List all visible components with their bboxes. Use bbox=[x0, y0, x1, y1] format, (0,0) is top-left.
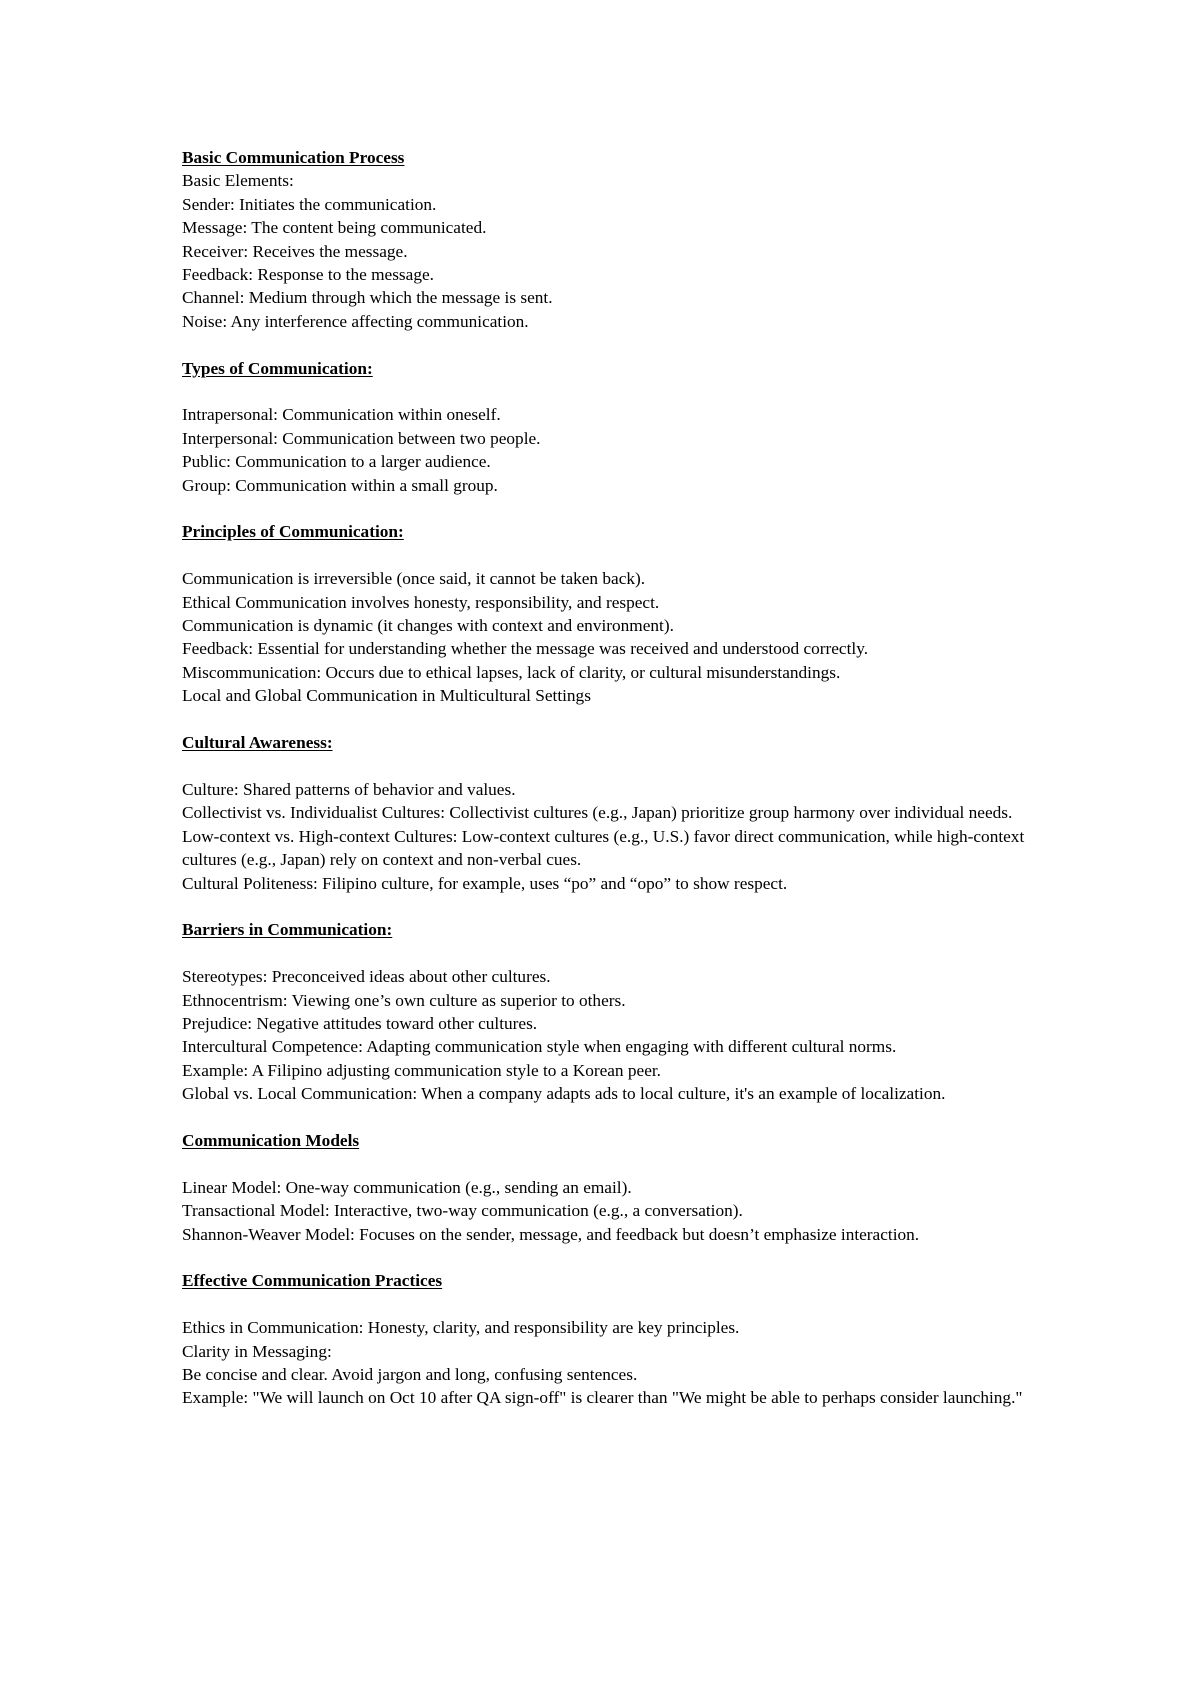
section-heading: Principles of Communication: bbox=[182, 522, 404, 542]
text-line: Intrapersonal: Communication within oneself. bbox=[182, 405, 501, 425]
section-effective-communication-practices bbox=[182, 1269, 1062, 1409]
text-line: Public: Communication to a larger audience. bbox=[182, 452, 491, 472]
section-types-of-communication bbox=[182, 357, 1062, 497]
text-line: Linear Model: One-way communication (e.g., sending an email). bbox=[182, 1177, 632, 1197]
text-line: Feedback: Response to the message. bbox=[182, 265, 434, 285]
text-line: Local and Global Communication in Multicultural Settings bbox=[182, 686, 591, 706]
text-line: Be concise and clear. Avoid jargon and long, confusing sentences. bbox=[182, 1364, 638, 1384]
section-heading: Barriers in Communication: bbox=[182, 920, 393, 940]
section-communication-models bbox=[182, 1129, 1062, 1246]
section-cultural-awareness bbox=[182, 731, 1062, 895]
text-line: Communication is irreversible (once said, it cannot be taken back). bbox=[182, 569, 646, 589]
text-line: Basic Elements: bbox=[182, 171, 294, 191]
text-line: Intercultural Competence: Adapting communication style when engaging with different cultural norms. bbox=[182, 1037, 897, 1057]
document-body bbox=[182, 146, 1062, 1410]
text-line: Cultural Politeness: Filipino culture, for example, uses “po” and “opo” to show respect. bbox=[182, 873, 788, 893]
section-heading: Communication Models bbox=[182, 1130, 360, 1150]
text-line: Message: The content being communicated. bbox=[182, 218, 487, 238]
text-line: Example: A Filipino adjusting communication style to a Korean peer. bbox=[182, 1060, 661, 1080]
text-line: Global vs. Local Communication: When a company adapts ads to local culture, it's an example of localization. bbox=[182, 1084, 946, 1104]
section-barriers-in-communication bbox=[182, 918, 1062, 1105]
text-line: Miscommunication: Occurs due to ethical lapses, lack of clarity, or cultural misunderstandings. bbox=[182, 662, 841, 682]
text-line: Interpersonal: Communication between two people. bbox=[182, 428, 541, 448]
text-line: Shannon-Weaver Model: Focuses on the sender, message, and feedback but doesn’t emphasize interaction. bbox=[182, 1224, 920, 1244]
section-basic-communication-process bbox=[182, 146, 1062, 333]
text-line: Sender: Initiates the communication. bbox=[182, 194, 437, 214]
text-line: Feedback: Essential for understanding whether the message was received and understood correctly. bbox=[182, 639, 869, 659]
text-line: Stereotypes: Preconceived ideas about other cultures. bbox=[182, 967, 551, 987]
text-line: Ethical Communication involves honesty, responsibility, and respect. bbox=[182, 592, 660, 612]
section-heading: Basic Communication Process bbox=[182, 148, 405, 167]
text-line: Ethics in Communication: Honesty, clarity, and responsibility are key principles. bbox=[182, 1318, 740, 1338]
text-line: Transactional Model: Interactive, two-way communication (e.g., a conversation). bbox=[182, 1201, 743, 1221]
text-line: Noise: Any interference affecting communication. bbox=[182, 311, 529, 331]
text-line: Ethnocentrism: Viewing one’s own culture as superior to others. bbox=[182, 990, 626, 1010]
text-line: Communication is dynamic (it changes with context and environment). bbox=[182, 616, 674, 636]
section-principles-of-communication bbox=[182, 520, 1062, 707]
text-line: Group: Communication within a small group. bbox=[182, 475, 498, 495]
text-line: Low-context vs. High-context Cultures: Low-context cultures (e.g., U.S.) favor direct communication, while high-context cultures (e.g., Japan) rely on context and non-verbal cues. bbox=[182, 826, 1025, 870]
section-heading: Types of Communication: bbox=[182, 358, 373, 378]
text-line: Example: "We will launch on Oct 10 after QA sign-off" is clearer than "We might be able to perhaps consider launching." bbox=[182, 1388, 1023, 1408]
text-line: Clarity in Messaging: bbox=[182, 1341, 332, 1361]
text-line: Receiver: Receives the message. bbox=[182, 241, 408, 261]
text-line: Collectivist vs. Individualist Cultures: Collectivist cultures (e.g., Japan) prioritize group harmony over individual needs. bbox=[182, 803, 1013, 823]
text-line: Channel: Medium through which the message is sent. bbox=[182, 288, 553, 308]
section-heading: Cultural Awareness: bbox=[182, 733, 333, 753]
text-line: Prejudice: Negative attitudes toward other cultures. bbox=[182, 1013, 538, 1033]
text-line: Culture: Shared patterns of behavior and values. bbox=[182, 779, 516, 799]
section-heading: Effective Communication Practices bbox=[182, 1271, 443, 1291]
